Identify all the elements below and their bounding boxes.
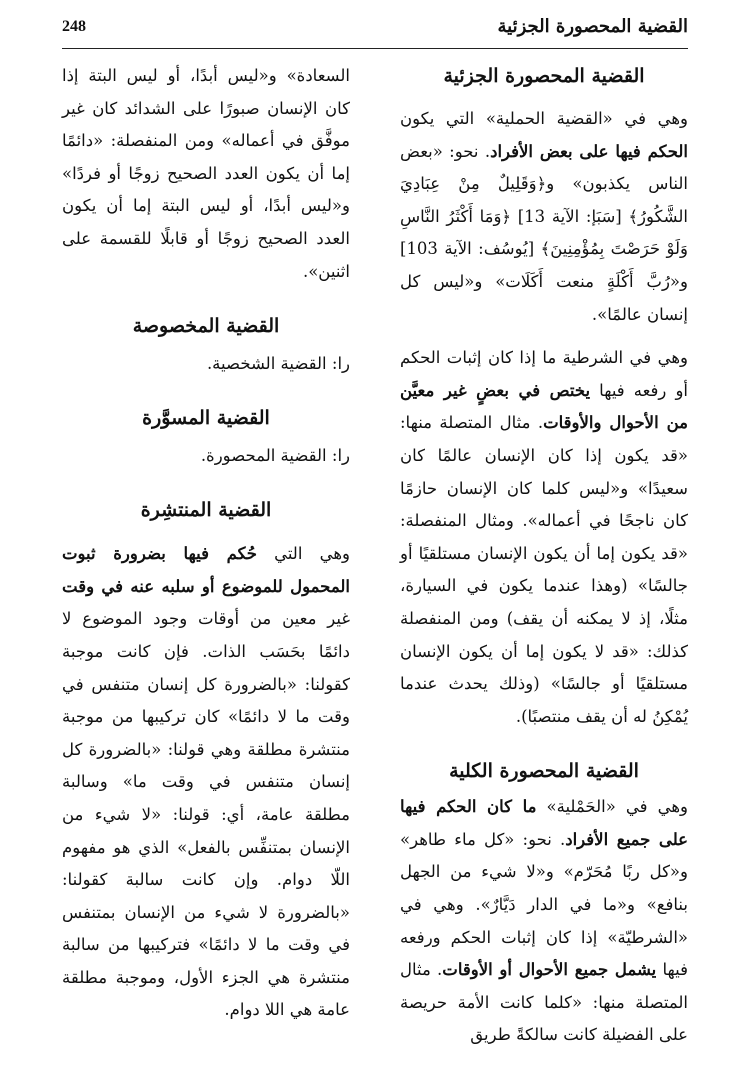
bold-text-run: الحكم فيها على بعض الأفراد <box>490 141 688 161</box>
right-column <box>400 60 688 1052</box>
running-title: القضية المحصورة الجزئية <box>497 16 688 37</box>
text-run: . مثال المتصلة منها: «قد يكون إذا كان الإنسان عالمًا كان سعيدًا» و«ليس كلما كان الإنسان حازمًا كان ناجحًا في أعماله». ومثال المنفصلة: «قد يكون إما أن يكون الإنسان مستلقيًا أو جالسًا» (وهذا عندما يكون في السيارة، مثلًا، إذ لا يمكنه أن يقف) ومن المنفصلة كذلك: «قد لا يكون إما أن يكون الإنسان مستلقيًا أو جالسًا» (وذلك يحدث عندما يُمْكِنُ له أن يقف منتصبًا). <box>400 413 688 726</box>
text-run: وهي التي <box>256 544 350 564</box>
text-run: . نحو: «بعض الناس يكذبون» و﴿وَقَلِيلٌ مِنْ عِبَادِيَ الشَّكُورُ﴾ [سَبَإ: الآية 13] ﴿وَمَا أَكْثَرُ النَّاسِ وَلَوْ حَرَصْتَ بِمُؤْمِنِينَ﴾ [يُوسُف: الآية 103] و«رُبَّ أَكْلَةٍ منعت أَكَلَات» و«ليس كل إنسان عالمًا». <box>400 141 688 324</box>
text-run: غير معين من أوقات وجود الموضوع لا دائمًا بحَسَب الذات. فإن كانت موجبة كقولنا: «بالضرورة كل إنسان متنفس في وقت ما لا دائمًا» كان تركيبها من موجبة منتشرة مطلقة وهي قولنا: «بالضرورة كل إنسان متنفس في وقت ما» وسالبة مطلقة عامة، أي: قولنا: «لا شيء من الإنسان بمتنفِّس بالفعل» الذي هو مفهوم اللّا دوام. وإن كانت سالبة كقولنا: «بالضرورة لا شيء من الإنسان بمتنفس في وقت ما لا دائمًا» فتركيبها من سالبة منتشرة هي الجزء الأول، وموجبة مطلقة عامة هي اللا دوام. <box>62 609 350 1020</box>
universal-paragraph <box>400 791 688 1052</box>
text-run: . نحو: «كل ماء طاهر» و«كل ربًا مُحَرّم» و«لا شيء من الجهل بنافع» و«ما في الدار دَيَّارٌ». وهي في «الشرطيّة» إذا كان إثبات الحكم ورفعه فيها <box>400 829 688 980</box>
heading-universal-proposition: القضية المحصورة الكلية <box>449 760 639 783</box>
bold-text-run: يشمل جميع الأحوال أو الأوقات <box>442 960 657 980</box>
heading-widespread-proposition: القضية المنتشِرة <box>140 499 272 522</box>
heading-specific-proposition: القضية المخصوصة <box>132 315 280 338</box>
continuation-paragraph: السعادة» و«ليس أبدًا، أو ليس البتة إذا كان الإنسان صبورًا على الشدائد كان غير موفَّق في أعماله» ومن المنفصلة: «دائمًا إما أن يكون العدد الصحيح زوجًا أو فردًا» و«ليس أبدًا، أو ليس البتة إما أن يكون العدد الصحيح زوجًا أو قابلًا للقسمة على اثنين». <box>62 66 350 281</box>
text-run: وهي في «القضية الحملية» التي يكون <box>400 109 688 128</box>
left-column <box>62 60 350 1027</box>
partial-paragraph-2 <box>400 342 688 733</box>
partial-paragraph-1 <box>400 103 688 331</box>
cross-reference-specific: را: القضية الشخصية. <box>206 354 350 374</box>
heading-quantified-proposition: القضية المسوَّرة <box>142 407 270 430</box>
page-header <box>62 14 688 49</box>
bold-text-run: ما كان الحكم فيها على جميع الأفراد <box>400 797 688 849</box>
widespread-paragraph <box>62 538 350 1027</box>
bold-text-run: حُكم فيها بضرورة ثبوت المحمول للموضوع أو سلبه عنه في وقت <box>62 544 350 596</box>
text-run: وهي في الشرطية ما إذا كان إثبات الحكم أو رفعه فيها <box>400 348 689 400</box>
heading-partial-proposition: القضية المحصورة الجزئية <box>443 65 645 87</box>
bold-text-run: يختص في بعضٍ غير معيَّن من الأحوال والأوقات <box>400 380 688 433</box>
cross-reference-quantified: را: القضية المحصورة. <box>200 446 350 466</box>
text-run: وهي في «الحَمْلية» <box>536 797 688 817</box>
page-number: 248 <box>62 18 86 35</box>
text-run: . مثال المتصلة منها: «كلما كانت الأمة حريصة على الفضيلة كانت سالكةً طريق <box>400 960 688 1045</box>
